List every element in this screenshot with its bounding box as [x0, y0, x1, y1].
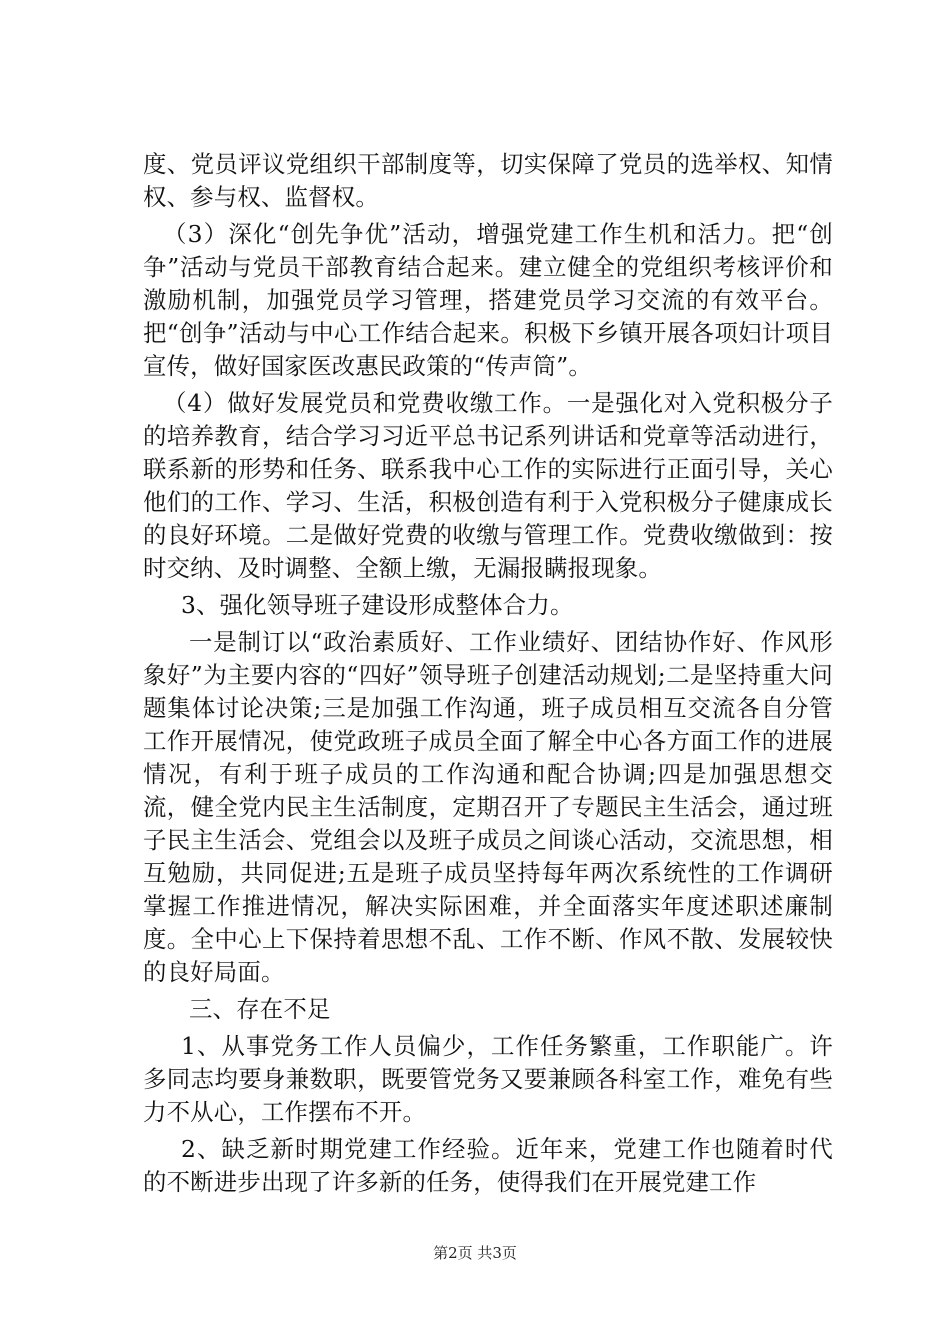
paragraph-shortcoming-2: 2、缺乏新时期党建工作经验。近年来，党建工作也随着时代的不断进步出现了许多新的任务，使得我们在开展党建工作: [143, 1135, 833, 1196]
page-number-footer: 第2页 共3页: [433, 1244, 517, 1262]
paragraph-continuation: 度、党员评议党组织干部制度等，切实保障了党员的选举权、知情权、参与权、监督权。: [143, 150, 833, 211]
section-heading-shortcomings: 三、存在不足: [189, 995, 331, 1023]
paragraph-shortcoming-1: 1、从事党务工作人员偏少，工作任务繁重，工作职能广。许多同志均要身兼数职，既要管党务又要兼顾各科室工作，难免有些力不从心，工作摆布不开。: [143, 1032, 833, 1126]
paragraph-item-4: （4）做好发展党员和党费收缴工作。一是强化对入党积极分子的培养教育，结合学习习近平总书记系列讲话和党章等活动进行，联系新的形势和任务、联系我中心工作的实际进行正面引导，关心他们的工作、学习、生活，积极创造有利于入党积极分子健康成长的良好环境。二是做好党费的收缴与管理工作。党费收缴做到：按时交纳、及时调整、全额上缴，无漏报瞒报现象。: [143, 389, 833, 582]
document-body: [143, 148, 833, 1199]
section-heading-leadership: 3、强化领导班子建设形成整体合力。: [181, 591, 574, 619]
paragraph-item-3: （3）深化“创先争优”活动，增强党建工作生机和活力。把“创争”活动与党员干部教育结合起来。建立健全的党组织考核评价和激励机制，加强党员学习管理，搭建党员学习交流的有效平台。把“创争”活动与中心工作结合起来。积极下乡镇开展各项妇计项目宣传，做好国家医改惠民政策的“传声筒”。: [143, 220, 833, 380]
paragraph-leadership-details: 一是制订以“政治素质好、工作业绩好、团结协作好、作风形象好”为主要内容的“四好”领导班子创建活动规划;二是坚持重大问题集体讨论决策;三是加强工作沟通，班子成员相互交流各自分管工作开展情况，使党政班子成员全面了解全中心各方面工作的进展情况，有利于班子成员的工作沟通和配合协调;四是加强思想交流，健全党内民主生活制度，定期召开了专题民主生活会，通过班子民主生活会、党组会以及班子成员之间谈心活动，交流思想，相互勉励，共同促进;五是班子成员坚持每年两次系统性的工作调研掌握工作推进情况，解决实际困难，并全面落实年度述职述廉制度。全中心上下保持着思想不乱、工作不断、作风不散、发展较快的良好局面。: [143, 628, 833, 986]
